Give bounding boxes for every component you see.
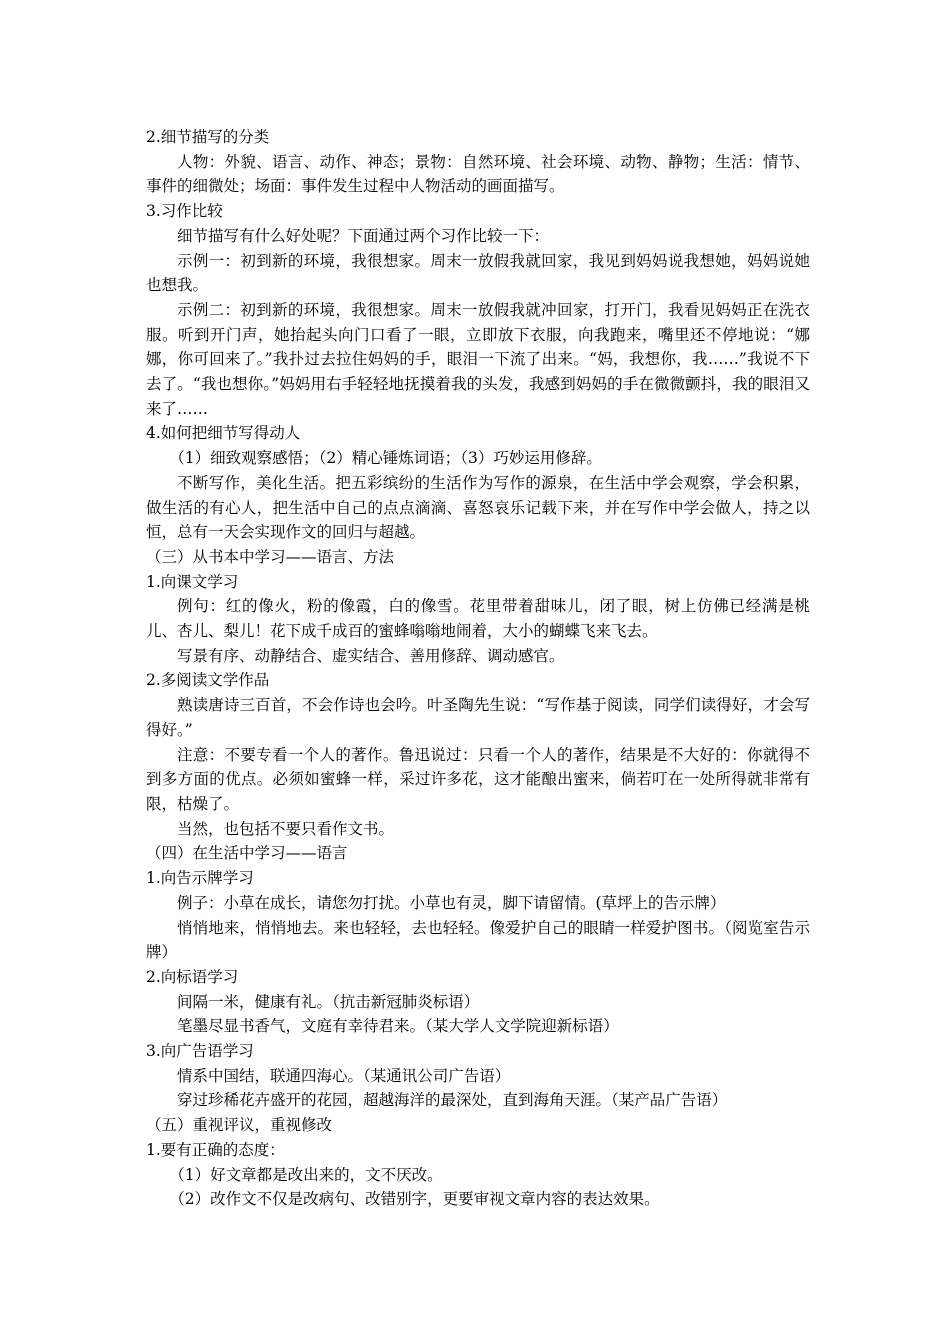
paragraph: 人物：外貌、语言、动作、神态；景物：自然环境、社会环境、动物、静物；生活：情节、事件的细微处；场面：事件发生过程中人物活动的画面描写。	[146, 152, 810, 196]
section-heading: 4.如何把细节写得动人	[146, 424, 301, 443]
paragraph: 悄悄地来，悄悄地去。来也轻轻，去也轻轻。像爱护自己的眼睛一样爱护图书。（阅览室告示牌）	[146, 918, 810, 962]
section-heading: 1.向告示牌学习	[146, 869, 254, 888]
paragraph: 写景有序、动静结合、虚实结合、善用修辞、调动感官。	[177, 646, 565, 665]
section-heading: 3.向广告语学习	[146, 1042, 254, 1061]
paragraph: 注意：不要专看一个人的著作。鲁迅说过：只看一个人的著作，结果是不大好的：你就得不到多方面的优点。必须如蜜蜂一样，采过许多花，这才能酿出蜜来，倘若叮在一处所得就非常有限，枯燥了。	[146, 745, 810, 813]
part-heading: （三）从书本中学习——语言、方法	[146, 547, 395, 566]
section-heading: 2.向标语学习	[146, 967, 239, 986]
paragraph: 穿过珍稀花卉盛开的花园，超越海洋的最深处，直到海角天涯。（某产品广告语）	[177, 1091, 728, 1110]
paragraph: 笔墨尽显书香气，文庭有幸待君来。（某大学人文学院迎新标语）	[177, 1017, 619, 1036]
paragraph: 例子：小草在成长，请您勿打扰。小草也有灵，脚下请留情。(草坪上的告示牌）	[177, 893, 726, 912]
paragraph: （1）好文章都是改出来的，文不厌改。	[169, 1165, 443, 1184]
paragraph: 熟读唐诗三百首，不会作诗也会吟。叶圣陶先生说：“写作基于阅读，同学们读得好，才会写得好。”	[146, 696, 810, 739]
paragraph: 不断写作，美化生活。把五彩缤纷的生活作为写作的源泉，在生活中学会观察，学会积累，做生活的有心人，把生活中自己的点点滴滴、喜怒哀乐记载下来，并在写作中学会做人，持之以恒，总有一天会实现作文的回归与超越。	[146, 473, 810, 542]
document-body	[146, 125, 810, 1212]
section-heading: 1.向课文学习	[146, 572, 239, 591]
section-heading: 1.要有正确的态度：	[146, 1140, 285, 1159]
paragraph: （2）改作文不仅是改病句、改错别字，更要审视文章内容的表达效果。	[169, 1190, 660, 1209]
section-heading: 2.细节描写的分类	[146, 128, 270, 146]
paragraph: （1）细致观察感悟；（2）精心锤炼词语；（3）巧妙运用修辞。	[169, 449, 602, 468]
paragraph: 间隔一米，健康有礼。（抗击新冠肺炎标语）	[177, 992, 480, 1011]
paragraph: 细节描写有什么好处呢？下面通过两个习作比较一下：	[177, 226, 550, 245]
paragraph: 例句：红的像火，粉的像霞，白的像雪。花里带着甜味儿，闭了眼，树上仿佛已经满是桃儿、杏儿、梨儿！花下成千成百的蜜蜂嗡嗡地闹着，大小的蝴蝶飞来飞去。	[146, 597, 810, 641]
section-heading: 2.多阅读文学作品	[146, 671, 270, 690]
section-heading: 3.习作比较	[146, 202, 223, 221]
part-heading: （四）在生活中学习——语言	[146, 844, 348, 863]
paragraph: 示例二：初到新的环境，我很想家。周末一放假我就冲回家，打开门，我看见妈妈正在洗衣服。听到开门声，她抬起头向门口看了一眼，立即放下衣服，向我跑来，嘴里还不停地说：“娜娜，你可回来了。”我扑过去拉住妈妈的手，眼泪一下流了出来。“妈，我想你，我……”我说不下去了。“我也想你。”妈妈用右手轻轻地抚摸着我的头发，我感到妈妈的手在微微颤抖，我的眼泪又来了……	[146, 300, 810, 418]
paragraph: 当然，也包括不要只看作文书。	[177, 819, 395, 838]
paragraph: 情系中国结，联通四海心。（某通讯公司广告语）	[177, 1066, 511, 1085]
paragraph: 示例一：初到新的环境，我很想家。周末一放假我就回家，我见到妈妈说我想她，妈妈说她也想我。	[146, 251, 810, 295]
part-heading: （五）重视评议，重视修改	[146, 1116, 333, 1135]
